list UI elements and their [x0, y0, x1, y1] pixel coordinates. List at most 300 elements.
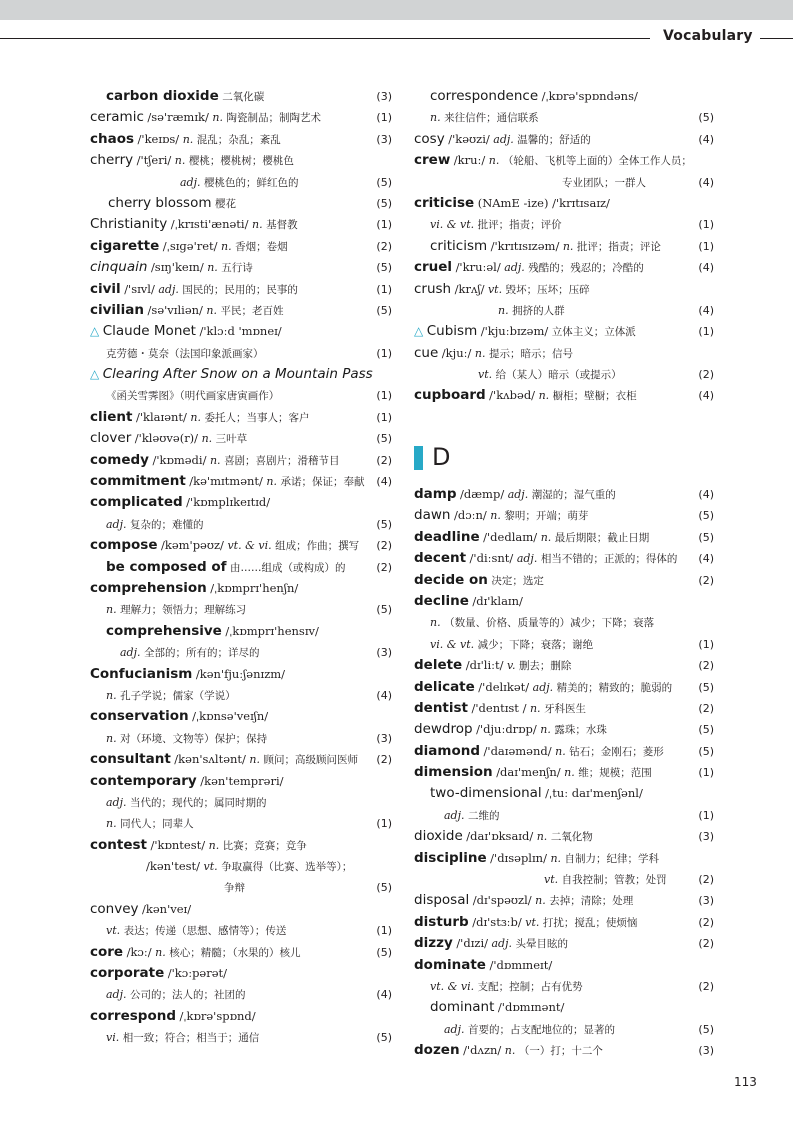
definition: 最后期限；截止日期: [554, 531, 650, 544]
headword: delicate: [414, 678, 475, 695]
entry-line: [414, 193, 714, 214]
definition: 顾问；高级顾问医师: [263, 754, 359, 767]
right-column-d-entries: [414, 484, 714, 1062]
part-of-speech: vt.: [478, 368, 493, 382]
unit-number: (1): [376, 218, 392, 232]
entry-line: [90, 214, 392, 235]
definition: 香烟；卷烟: [235, 240, 288, 253]
definition: 支配；控制；占有优势: [477, 980, 583, 993]
unit-number: (4): [698, 132, 714, 146]
entry-line: [414, 762, 714, 783]
unit-number: (3): [698, 1044, 714, 1058]
phonetic: /ˌkɒmprɪ'hensɪv/: [225, 623, 319, 638]
entry-line: [90, 835, 392, 856]
part-of-speech: vt.: [203, 860, 218, 874]
unit-number: (5): [376, 261, 392, 275]
phonetic: /'sɪvl/: [124, 281, 155, 296]
phonetic: /'klaɪənt/: [135, 409, 187, 424]
definition: 精美的；精致的；脆弱的: [556, 681, 673, 694]
part-of-speech: adj.: [158, 282, 179, 296]
entry-line: [90, 749, 392, 770]
unit-number: (5): [376, 432, 392, 446]
part-of-speech: adj.: [120, 646, 141, 660]
entry-line: [90, 279, 392, 300]
headword: Confucianism: [90, 665, 193, 682]
phonetic: /ˌkɒmprɪ'henʃn/: [210, 580, 299, 595]
unit-number: (3): [698, 830, 714, 844]
part-of-speech: n.: [555, 744, 566, 758]
unit-number: (5): [698, 530, 714, 544]
definition: 相一致；符合；相当于；通信: [122, 1032, 260, 1045]
definition: 国民的；民用的；民事的: [182, 283, 298, 296]
headword: comedy: [90, 451, 149, 468]
phonetic: /dɪ'stɜːb/: [472, 914, 522, 929]
headword: Cubism: [426, 323, 478, 340]
unit-number: (1): [698, 808, 714, 822]
entry-line: [414, 719, 714, 740]
part-of-speech: n.: [174, 154, 186, 168]
unit-number: (5): [376, 196, 392, 210]
headword: criticise: [414, 194, 475, 211]
phonetic: /'kɒmplɪkeɪtɪd/: [186, 495, 271, 510]
definition: 陶瓷制品；制陶艺术: [226, 112, 321, 125]
part-of-speech: vt. & vi.: [430, 979, 475, 993]
part-of-speech: adj.: [106, 988, 127, 1002]
definition: 承诺；保证；奉献: [280, 476, 365, 489]
headword: decent: [414, 550, 467, 567]
definition: 二维的: [468, 809, 500, 822]
part-of-speech: vt.: [525, 915, 540, 929]
phonetic: /'dɒmɪnənt/: [497, 1000, 565, 1015]
entry-line: [414, 698, 714, 719]
unit-number: (1): [698, 218, 714, 232]
headword: compose: [90, 537, 158, 554]
unit-number: (4): [376, 475, 392, 489]
phonetic: /'dɒmɪneɪt/: [489, 957, 553, 972]
part-of-speech: n.: [504, 1044, 516, 1058]
headword: Christianity: [90, 216, 168, 233]
part-of-speech: adj.: [507, 488, 529, 501]
phonetic: /kən'fjuːʃənɪzm/: [195, 666, 286, 681]
entry-line: [414, 912, 714, 933]
headword: client: [90, 408, 133, 425]
unit-number: (1): [376, 410, 392, 424]
top-banner: [0, 0, 793, 20]
definition: 三叶草: [215, 433, 248, 446]
entry-line: [90, 107, 392, 128]
headword: correspond: [90, 1007, 176, 1024]
headword: dawn: [414, 507, 451, 524]
headword: dozen: [414, 1042, 460, 1059]
phonetic: /kjuː/: [441, 345, 472, 360]
unit-number: (5): [698, 744, 714, 758]
phonetic: /ˌsɪɡə'ret/: [162, 238, 218, 253]
unit-number: (2): [698, 573, 714, 587]
phonetic: /ˌkɒrə'spɒnd/: [179, 1008, 256, 1023]
headword: dimension: [414, 764, 493, 781]
part-of-speech: adj.: [444, 1022, 465, 1036]
definition: 争辩: [224, 882, 245, 895]
entry-line: [90, 1027, 392, 1048]
part-of-speech: n.: [550, 851, 562, 865]
phonetic: /ˌkrɪsti'ænəti/: [170, 217, 249, 232]
entry-line: [414, 955, 714, 976]
entry-line: [414, 129, 714, 150]
entry-line: [90, 492, 392, 513]
definition: 孔子学说；儒家（学说）: [120, 689, 236, 702]
entry-line: [414, 364, 714, 385]
phonetic: /dɪ'spəʊzl/: [472, 893, 532, 908]
entry-line: [414, 172, 714, 193]
headword: comprehension: [90, 579, 207, 596]
part-of-speech: n.: [538, 389, 550, 403]
definition: 《函关雪霁图》（明代画家唐寅画作）: [106, 390, 280, 403]
unit-number: (2): [698, 368, 714, 382]
phonetic: /'djuːdrɒp/: [476, 722, 537, 737]
entry-line: [414, 279, 714, 300]
definition: 残酷的；残忍的；冷酷的: [528, 262, 644, 275]
unit-number: (2): [698, 873, 714, 887]
part-of-speech: adj.: [504, 261, 525, 275]
unit-number: (5): [698, 111, 714, 125]
entry-line: [414, 150, 714, 171]
entry-line: [90, 984, 392, 1005]
unit-number: (1): [376, 389, 392, 403]
headword: ceramic: [90, 109, 144, 126]
part-of-speech: n.: [209, 453, 221, 467]
unit-number: (2): [698, 937, 714, 951]
definition: 当代的；现代的；属同时期的: [130, 796, 267, 809]
definition: 毁坏；压坏；压碎: [505, 283, 590, 296]
definition: 争取赢得（比赛、选举等）；: [221, 861, 353, 874]
unit-number: (5): [376, 881, 392, 895]
headword: decline: [414, 592, 469, 609]
unit-number: (3): [376, 646, 392, 660]
headword: two-dimensional: [430, 785, 542, 802]
entry-line: [90, 172, 392, 193]
definition: 复杂的；难懂的: [130, 518, 204, 531]
entry-line: [414, 634, 714, 655]
definition: 公司的；法人的；社团的: [130, 989, 246, 1002]
entry-line: [90, 86, 392, 107]
header-rule-right: [760, 38, 793, 39]
phonetic: /'kjuːbɪzəm/: [480, 324, 549, 339]
phonetic: /daɪ'menʃn/: [496, 765, 561, 780]
entry-line: [414, 321, 714, 342]
entry-line: [414, 783, 714, 804]
definition: 批评；指责；评论: [576, 240, 661, 253]
phonetic: (NAmE -ize) /'krɪtɪsaɪz/: [477, 195, 610, 210]
entry-line: [414, 484, 714, 505]
headword: chaos: [90, 130, 135, 147]
unit-number: (5): [698, 1022, 714, 1036]
definition: 自制力；纪律；学科: [564, 852, 660, 865]
entry-line: [414, 997, 714, 1018]
part-of-speech: n.: [182, 132, 194, 146]
entry-line: [90, 407, 392, 428]
part-of-speech: n.: [536, 830, 548, 844]
definition: 全部的；所有的；详尽的: [144, 647, 260, 660]
headword: core: [90, 943, 124, 960]
unit-number: (2): [698, 915, 714, 929]
unit-number: (4): [698, 175, 714, 189]
phonetic: /ˌtuː daɪ'menʃənl/: [545, 786, 643, 801]
entry-line: [90, 364, 392, 385]
entry-line: [414, 677, 714, 698]
headword: correspondence: [430, 88, 539, 104]
part-of-speech: n.: [430, 111, 441, 125]
phonetic: /'dɪzi/: [456, 936, 488, 951]
definition: 核心；精髓；（水果的）核儿: [169, 946, 301, 959]
unit-number: (3): [376, 132, 392, 146]
part-of-speech: n.: [221, 239, 232, 253]
unit-number: (2): [698, 701, 714, 715]
entry-line: [90, 300, 392, 321]
phonetic: /kən'test/: [146, 859, 201, 874]
headword: criticism: [430, 237, 488, 254]
entry-line: [90, 963, 392, 984]
phonetic: /dɪ'klaɪn/: [472, 593, 523, 608]
part-of-speech: adj.: [493, 132, 514, 146]
part-of-speech: n.: [106, 603, 117, 617]
entry-line: [414, 214, 714, 235]
left-column: [90, 86, 392, 1049]
definition: 来往信件；通信联系: [444, 112, 539, 125]
unit-number: (2): [376, 539, 392, 553]
headword: dizzy: [414, 935, 453, 952]
headword: cosy: [414, 130, 445, 147]
part-of-speech: adj.: [180, 175, 201, 189]
definition: 平民；老百姓: [220, 304, 284, 317]
entry-line: [414, 655, 714, 676]
unit-number: (5): [698, 680, 714, 694]
unit-number: (4): [376, 988, 392, 1002]
entry-line: [414, 385, 714, 406]
unit-number: (3): [376, 731, 392, 745]
part-of-speech: vt.: [106, 924, 121, 938]
entry-line: [414, 505, 714, 526]
phonetic: /kɔː/: [126, 944, 152, 959]
entry-line: [90, 813, 392, 834]
part-of-speech: vi. & vt.: [430, 637, 475, 651]
headword: consultant: [90, 751, 171, 768]
entry-line: [90, 621, 392, 642]
phonetic: /'dɪsəplɪn/: [490, 850, 547, 865]
definition: 牙科医生: [544, 702, 587, 715]
phonetic: /'kləʊvə(r)/: [134, 431, 199, 446]
entry-line: [414, 741, 714, 762]
running-header: Vocabulary: [663, 28, 753, 44]
part-of-speech: vi.: [106, 1031, 120, 1045]
definition: 橱柜；壁橱；衣柜: [552, 390, 637, 403]
phonetic: /daɪ'ɒksaɪd/: [466, 829, 534, 844]
unit-number: (1): [698, 239, 714, 253]
entry-line: [90, 685, 392, 706]
phonetic: /dɪ'liːt/: [465, 658, 504, 673]
phonetic: /'krɪtɪsɪzəm/: [490, 238, 560, 253]
part-of-speech: v.: [507, 659, 516, 673]
entry-line: [414, 236, 714, 257]
definition: 喜剧；喜剧片；滑稽节目: [224, 454, 340, 467]
definition: 钻石；金刚石；菱形: [569, 745, 664, 758]
phonetic: /'kɒmədi/: [152, 452, 207, 467]
unit-number: (1): [698, 325, 714, 339]
unit-number: (5): [376, 517, 392, 531]
headword: Clearing After Snow on a Mountain Pass: [102, 366, 373, 383]
definition: （一）打；十二个: [518, 1045, 603, 1058]
entry-line: [90, 877, 392, 898]
new-word-triangle-icon: △: [414, 324, 424, 339]
headword: be composed of: [106, 558, 227, 575]
unit-number: (1): [698, 637, 714, 651]
headword: cinquain: [90, 259, 148, 276]
definition: 五行诗: [221, 262, 253, 275]
unit-number: (5): [376, 1031, 392, 1045]
unit-number: (4): [698, 261, 714, 275]
definition: （数量、价格、质量等的）减少；下降；衰落: [444, 617, 655, 630]
headword: crush: [414, 280, 452, 297]
headword: corporate: [90, 965, 165, 982]
phonetic: /'kɒntest/: [150, 837, 206, 852]
definition: 基督教: [266, 219, 298, 232]
section-marker: [414, 446, 423, 470]
unit-number: (1): [698, 766, 714, 780]
entry-line: [90, 236, 392, 257]
unit-number: (2): [698, 659, 714, 673]
unit-number: (4): [376, 688, 392, 702]
headword: civilian: [90, 301, 145, 318]
entry-line: [90, 728, 392, 749]
headword: diamond: [414, 742, 481, 759]
definition: 相当不错的；正派的；得体的: [540, 553, 678, 566]
headword: cupboard: [414, 387, 486, 404]
entry-line: [90, 129, 392, 150]
part-of-speech: n.: [106, 688, 117, 702]
entry-line: [414, 1040, 714, 1061]
definition: 对（环境、文物等）保护；保持: [120, 732, 268, 745]
phonetic: /kən'veɪ/: [142, 901, 192, 916]
part-of-speech: adj.: [106, 795, 127, 809]
entry-line: [414, 612, 714, 633]
definition: 批评；指责；评价: [477, 219, 562, 232]
phonetic: /ˌkɒrə'spɒndəns/: [541, 89, 638, 103]
headword: damp: [414, 486, 457, 502]
definition: 比赛；竞赛；竞争: [222, 839, 307, 852]
definition: 专业团队；一群人: [562, 176, 646, 189]
phonetic: /sə'vɪliən/: [147, 302, 203, 317]
headword: cigarette: [90, 237, 160, 254]
definition: 樱桃色的；鲜红色的: [204, 176, 299, 189]
part-of-speech: n.: [474, 346, 486, 360]
part-of-speech: n.: [249, 753, 261, 767]
definition: 黎明；开端；萌芽: [504, 510, 589, 523]
part-of-speech: vt.: [544, 873, 559, 887]
phonetic: /sɪŋ'keɪn/: [150, 260, 204, 275]
phonetic: /'diːsnt/: [469, 551, 514, 566]
phonetic: /krʌʃ/: [454, 281, 485, 296]
entry-line: [414, 257, 714, 278]
unit-number: (3): [376, 90, 392, 103]
entry-line: [414, 826, 714, 847]
header-rule-left: [0, 38, 650, 39]
unit-number: (5): [698, 723, 714, 737]
headword: dominate: [414, 956, 486, 973]
entry-line: [90, 1006, 392, 1027]
definition: 立体主义；立体派: [551, 326, 636, 339]
definition: （轮船、飞机等上面的）全体工作人员；: [502, 155, 692, 168]
entry-line: [90, 343, 392, 364]
entry-line: [90, 471, 392, 492]
unit-number: (1): [376, 346, 392, 360]
definition: 自我控制；管教；处罚: [561, 874, 667, 887]
entry-line: [414, 527, 714, 548]
unit-number: (5): [376, 303, 392, 317]
phonetic: /'dedlaɪn/: [483, 529, 538, 544]
headword: contest: [90, 836, 147, 853]
part-of-speech: adj.: [106, 517, 127, 531]
entry-line: [414, 548, 714, 569]
unit-number: (3): [698, 894, 714, 908]
phonetic: /'dentɪst /: [471, 700, 527, 715]
unit-number: (1): [376, 817, 392, 831]
part-of-speech: n.: [564, 766, 575, 780]
phonetic: /'tʃeri/: [136, 153, 172, 168]
right-column-c-entries: [414, 86, 714, 407]
definition: 克劳德・莫奈（法国印象派画家）: [106, 347, 264, 360]
entry-line: [90, 856, 392, 877]
part-of-speech: n.: [212, 111, 223, 125]
entry-line: [90, 642, 392, 663]
unit-number: (1): [376, 924, 392, 938]
headword: dewdrop: [414, 721, 473, 738]
part-of-speech: n.: [208, 838, 220, 852]
phonetic: /kə'mɪtmənt/: [189, 474, 263, 489]
definition: 理解力；领悟力；理解练习: [120, 604, 247, 617]
part-of-speech: vt.: [487, 282, 503, 296]
entry-line: [414, 570, 714, 591]
phonetic: /'keɪɒs/: [137, 131, 180, 146]
phonetic: /sə'ræmɪk/: [147, 110, 209, 125]
definition: 同代人；同辈人: [120, 818, 194, 831]
definition: 删去；删除: [518, 660, 572, 673]
unit-number: (1): [376, 111, 392, 125]
definition: 樱桃；樱桃树；樱桃色: [188, 155, 294, 168]
part-of-speech: n.: [540, 530, 552, 544]
part-of-speech: vi. & vt.: [430, 218, 475, 232]
headword: cue: [414, 344, 439, 361]
part-of-speech: adj.: [516, 552, 538, 566]
part-of-speech: n.: [562, 239, 574, 253]
headword: cruel: [414, 259, 453, 276]
entry-line: [414, 848, 714, 869]
entry-line: [90, 578, 392, 599]
part-of-speech: n.: [106, 731, 117, 745]
unit-number: (5): [376, 175, 392, 189]
headword: Claude Monet: [102, 323, 196, 340]
entry-line: [414, 300, 714, 321]
headword: carbon dioxide: [106, 88, 219, 104]
headword: contemporary: [90, 772, 197, 789]
headword: crew: [414, 152, 451, 169]
part-of-speech: n.: [535, 894, 546, 908]
phonetic: /kruː/: [453, 153, 486, 168]
unit-number: (4): [698, 552, 714, 566]
headword: convey: [90, 900, 139, 917]
definition: 打扰；搅乱；使烦恼: [542, 916, 638, 929]
headword: delete: [414, 657, 463, 674]
entry-line: [90, 385, 392, 406]
unit-number: (5): [376, 945, 392, 959]
